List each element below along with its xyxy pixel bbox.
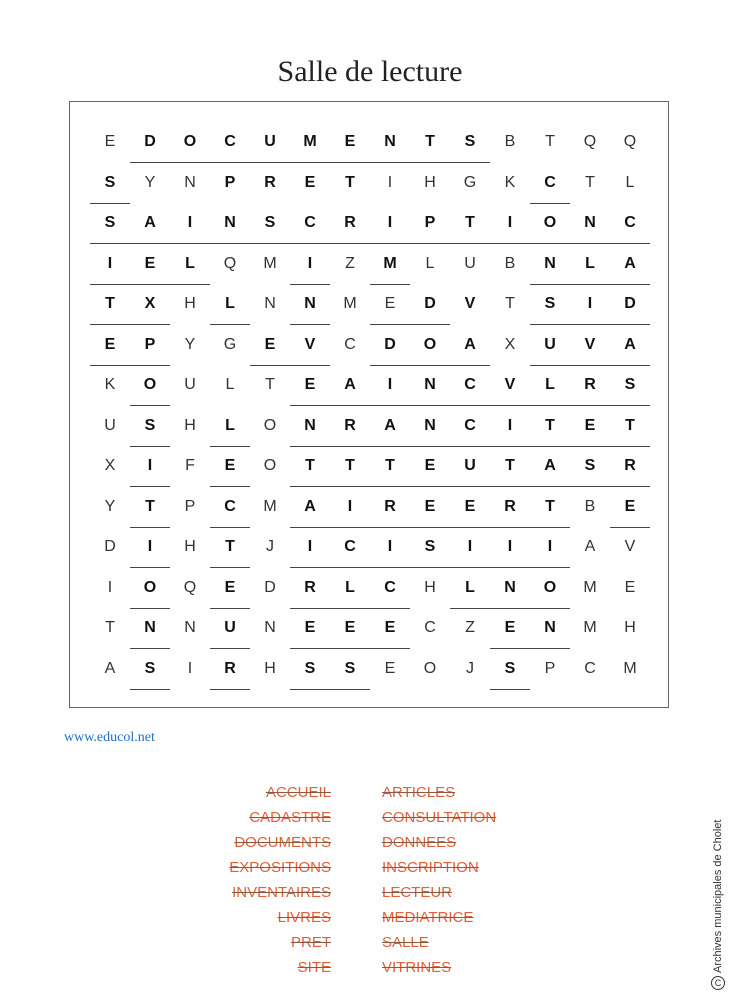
grid-letter: I [107, 254, 113, 272]
grid-letter: I [547, 538, 553, 555]
grid-letter: I [347, 497, 353, 515]
grid-letter: C [464, 376, 476, 393]
grid-letter: E [304, 619, 316, 636]
grid-letter: L [225, 376, 235, 393]
found-word-underline [130, 648, 170, 649]
word-list-item: ARTICLES [382, 784, 456, 801]
grid-letter: R [344, 214, 356, 231]
grid-letter: B [504, 133, 516, 150]
grid-letter: N [584, 214, 596, 231]
grid-letter: I [587, 295, 593, 312]
grid-letter: P [184, 497, 196, 515]
grid-letter: Z [465, 619, 475, 636]
grid-letter: O [143, 578, 157, 596]
found-word-underline [90, 203, 130, 204]
found-word-underline [290, 446, 650, 447]
found-word-underline [290, 567, 570, 568]
grid-letter: S [504, 659, 516, 677]
grid-letter: E [624, 497, 636, 515]
found-word-underline [210, 689, 250, 690]
grid-letter: U [544, 335, 556, 353]
grid-letter: E [384, 659, 396, 677]
grid-letter: Z [345, 254, 355, 272]
grid-letter: K [104, 376, 116, 393]
grid-letter: S [104, 173, 116, 191]
found-word-underline [210, 648, 250, 649]
found-word-underline [210, 324, 250, 325]
grid-letter: M [343, 295, 357, 312]
grid-letter: L [225, 416, 235, 434]
grid-letter: M [263, 254, 277, 272]
grid-letter: R [584, 376, 596, 393]
grid-letter: C [224, 497, 236, 515]
grid-letter: U [264, 133, 276, 150]
word-list-item: CONSULTATION [382, 809, 497, 826]
found-word-underline [90, 324, 170, 325]
grid-letter: I [387, 538, 393, 555]
grid-letter: K [504, 173, 516, 191]
grid-letter: S [544, 295, 556, 312]
grid-letter: I [507, 214, 513, 231]
grid-letter: D [424, 295, 436, 312]
grid-letter: T [545, 133, 555, 150]
found-word-underline [210, 446, 250, 447]
word-list-item: DONNEES [382, 834, 457, 851]
found-word-underline [290, 324, 330, 325]
grid-letter: I [147, 538, 153, 555]
found-word-underline [90, 243, 650, 244]
grid-letter: V [304, 335, 316, 353]
grid-letter: N [184, 173, 196, 191]
grid-letter: N [224, 214, 236, 231]
grid-letter: E [224, 457, 236, 474]
found-word-underline [210, 527, 250, 528]
grid-letter: E [464, 497, 476, 515]
grid-letter: N [544, 254, 556, 272]
found-word-underline [530, 203, 570, 204]
grid-letter: C [344, 538, 356, 555]
word-list-right [382, 784, 582, 984]
grid-letter: R [304, 578, 316, 596]
grid-letter: E [384, 619, 396, 636]
found-word-underline [490, 648, 570, 649]
grid-letter: T [505, 457, 515, 474]
found-word-underline [290, 527, 570, 528]
found-word-underline [130, 486, 170, 487]
credit-text: Archives municipales de Cholet [712, 819, 724, 973]
grid-letter: S [624, 376, 636, 393]
word-list-item: MEDIATRICE [382, 909, 474, 926]
grid-letter: L [585, 254, 595, 272]
grid-letter: C [464, 416, 476, 434]
page-title: Salle de lecture [277, 55, 463, 88]
found-word-underline [210, 567, 250, 568]
grid-letter: N [504, 578, 516, 596]
grid-letter: P [144, 335, 156, 353]
grid-letter: E [264, 335, 276, 353]
found-word-underline [530, 365, 650, 366]
grid-letter: E [344, 133, 356, 150]
grid-letter: T [145, 497, 155, 515]
grid-letter: O [543, 578, 557, 596]
grid-letter: P [224, 173, 236, 191]
grid-letter: E [304, 376, 316, 393]
grid-letter: V [584, 335, 596, 353]
word-search-grid [69, 101, 669, 708]
grid-letter: N [544, 619, 556, 636]
grid-letter: T [345, 173, 355, 191]
grid-letter: I [187, 659, 193, 677]
grid-letter: I [507, 416, 513, 434]
grid-letter: Q [583, 133, 597, 150]
found-word-underline [290, 284, 330, 285]
word-list-item: LECTEUR [382, 884, 453, 901]
word-list-item: SITE [297, 959, 331, 976]
grid-letter: J [466, 659, 474, 677]
found-word-underline [290, 648, 410, 649]
grid-letter: R [264, 173, 276, 191]
word-list-left [200, 784, 331, 984]
found-word-underline [290, 486, 650, 487]
grid-letter: M [623, 659, 637, 677]
grid-letter: E [144, 254, 156, 272]
grid-letter: O [263, 416, 277, 434]
word-list-item: CADASTRE [249, 809, 331, 826]
grid-letter: Y [184, 335, 196, 353]
found-word-underline [290, 689, 370, 690]
grid-letter: N [184, 619, 196, 636]
grid-letter: F [185, 457, 195, 474]
grid-letter: M [583, 619, 597, 636]
grid-letter: R [624, 457, 636, 474]
grid-letter: S [264, 214, 276, 231]
grid-letter: U [104, 416, 116, 434]
grid-letter: T [625, 416, 635, 434]
grid-letter: E [344, 619, 356, 636]
grid-letter: I [467, 538, 473, 555]
grid-letter: Y [104, 497, 116, 515]
grid-letter: T [585, 173, 595, 191]
grid-letter: E [224, 578, 236, 596]
grid-letter: E [104, 133, 116, 150]
grid-letter: E [504, 619, 516, 636]
grid-letter: T [545, 416, 555, 434]
grid-letter: H [624, 619, 636, 636]
grid-letter: A [104, 659, 116, 677]
grid-letter: Q [223, 254, 237, 272]
grid-letter: U [464, 457, 476, 474]
grid-letter: N [424, 416, 436, 434]
grid-letter: I [387, 214, 393, 231]
grid-letter: M [383, 254, 397, 272]
grid-letter: B [504, 254, 516, 272]
grid-letter: D [624, 295, 636, 312]
grid-letter: L [465, 578, 475, 596]
grid-letter: C [544, 173, 556, 191]
grid-letter: Q [623, 133, 637, 150]
grid-letter: D [264, 578, 276, 596]
found-word-underline [610, 527, 650, 528]
credit-vertical [711, 820, 725, 990]
grid-letter: J [266, 538, 274, 555]
grid-letter: E [104, 335, 116, 353]
grid-letter: H [184, 295, 196, 312]
word-list-item: PRET [290, 934, 331, 951]
grid-letter: L [185, 254, 195, 272]
copyright-icon: C [711, 976, 725, 990]
grid-letter: C [304, 214, 316, 231]
grid-letter: H [424, 578, 436, 596]
grid-letter: O [143, 376, 157, 393]
grid-letter: N [384, 133, 396, 150]
grid-letter: C [344, 335, 356, 353]
word-list-item: INVENTAIRES [232, 884, 331, 901]
grid-letter: L [345, 578, 355, 596]
grid-letter: S [144, 659, 156, 677]
grid-letter: S [464, 133, 476, 150]
grid-letter: E [424, 497, 436, 515]
grid-letter: S [344, 659, 356, 677]
found-word-underline [370, 324, 450, 325]
grid-letter: A [304, 497, 316, 515]
word-list-item: ACCUEIL [265, 784, 331, 801]
word-list-item: INSCRIPTION [382, 859, 479, 876]
grid-letter: M [583, 578, 597, 596]
grid-letter: R [344, 416, 356, 434]
grid-letter: O [263, 457, 277, 474]
grid-letter: T [465, 214, 475, 231]
grid-letter: T [305, 457, 315, 474]
grid-letter: A [624, 254, 636, 272]
grid-letter: S [424, 538, 436, 555]
grid-letter: R [224, 659, 236, 677]
found-word-underline [450, 608, 570, 609]
grid-letter: N [424, 376, 436, 393]
found-word-underline [370, 284, 410, 285]
grid-letter: N [304, 416, 316, 434]
grid-letter: T [105, 619, 115, 636]
educol-link[interactable]: www.educol.net [64, 730, 155, 745]
grid-letter: S [304, 659, 316, 677]
grid-letter: P [424, 214, 436, 231]
grid-letter: S [104, 214, 116, 231]
grid-letter: T [265, 376, 275, 393]
grid-letter: H [264, 659, 276, 677]
grid-letter: G [223, 335, 237, 353]
found-word-underline [130, 567, 170, 568]
grid-letter: O [423, 659, 437, 677]
grid-letter: O [543, 214, 557, 231]
grid-letter: A [464, 335, 476, 353]
grid-letter: A [144, 214, 156, 231]
grid-letter: T [545, 497, 555, 515]
grid-letter: L [225, 295, 235, 312]
found-word-underline [530, 284, 650, 285]
grid-letter: N [144, 619, 156, 636]
grid-letter: T [225, 538, 235, 555]
found-word-underline [90, 365, 170, 366]
grid-letter: C [624, 214, 636, 231]
grid-letter: D [144, 133, 156, 150]
grid-letter: H [184, 416, 196, 434]
grid-letter: L [425, 254, 435, 272]
grid-letter: C [224, 133, 236, 150]
grid-letter: D [384, 335, 396, 353]
grid-letter: M [303, 133, 317, 150]
grid-letter: I [507, 538, 513, 555]
grid-letter: X [504, 335, 516, 353]
grid-letter: E [624, 578, 636, 596]
grid-letter: S [144, 416, 156, 434]
found-word-underline [530, 324, 650, 325]
grid-letter: I [107, 578, 113, 596]
grid-letter: I [387, 376, 393, 393]
grid-letter: T [425, 133, 435, 150]
found-word-underline [490, 689, 530, 690]
grid-letter: C [584, 659, 596, 677]
found-word-underline [250, 365, 330, 366]
grid-letter: N [264, 619, 276, 636]
grid-letter: T [385, 457, 395, 474]
grid-letter: R [504, 497, 516, 515]
found-word-underline [130, 405, 170, 406]
grid-letter: I [307, 254, 313, 272]
grid-letter: B [584, 497, 596, 515]
grid-letter: U [464, 254, 476, 272]
word-list-item: EXPOSITIONS [229, 859, 331, 876]
grid-letter: L [545, 376, 555, 393]
grid-letter: V [464, 295, 476, 312]
grid-letter: A [624, 335, 636, 353]
grid-letter: X [104, 457, 116, 474]
found-word-underline [130, 608, 170, 609]
grid-letter: E [304, 173, 316, 191]
grid-letter: U [224, 619, 236, 636]
found-word-underline [370, 365, 490, 366]
grid-letter: E [424, 457, 436, 474]
found-word-underline [90, 284, 210, 285]
grid-letter: L [625, 173, 635, 191]
grid-letter: I [147, 457, 153, 474]
grid-letter: H [184, 538, 196, 555]
grid-letter: A [344, 376, 356, 393]
grid-letter: U [184, 376, 196, 393]
word-list-item: LIVRES [277, 909, 331, 926]
grid-letter: I [187, 214, 193, 231]
found-word-underline [130, 689, 170, 690]
grid-letter: I [387, 173, 393, 191]
grid-letter: A [584, 538, 596, 555]
found-word-underline [130, 527, 170, 528]
found-word-underline [290, 608, 410, 609]
grid-letter: Q [183, 578, 197, 596]
found-word-underline [290, 405, 650, 406]
word-list-item: VITRINES [382, 959, 452, 976]
grid-letter: C [424, 619, 436, 636]
grid-letter: T [345, 457, 355, 474]
grid-letter: I [307, 538, 313, 555]
grid-letter: X [144, 295, 156, 312]
grid-letter: Y [144, 173, 156, 191]
grid-letter: M [263, 497, 277, 515]
grid-letter: A [384, 416, 396, 434]
grid-letter: T [505, 295, 515, 312]
grid-letter: P [544, 659, 556, 677]
grid-letter: H [424, 173, 436, 191]
grid-letter: O [423, 335, 437, 353]
word-list-item: SALLE [382, 934, 429, 951]
grid-letter: T [105, 295, 115, 312]
found-word-underline [130, 446, 170, 447]
grid-letter: A [544, 457, 556, 474]
grid-letter: V [624, 538, 636, 555]
word-list-item: DOCUMENTS [234, 834, 331, 851]
grid-letter: S [584, 457, 596, 474]
grid-letter: N [264, 295, 276, 312]
grid-letter: D [104, 538, 116, 555]
grid-letter: G [463, 173, 477, 191]
found-word-underline [210, 486, 250, 487]
grid-letter: C [384, 578, 396, 596]
grid-letter: E [584, 416, 596, 434]
grid-letter: E [384, 295, 396, 312]
found-word-underline [130, 162, 490, 163]
grid-letter: V [504, 376, 516, 393]
grid-letter: O [183, 133, 197, 150]
grid-letter: N [304, 295, 316, 312]
found-word-underline [210, 608, 250, 609]
grid-letter: R [384, 497, 396, 515]
